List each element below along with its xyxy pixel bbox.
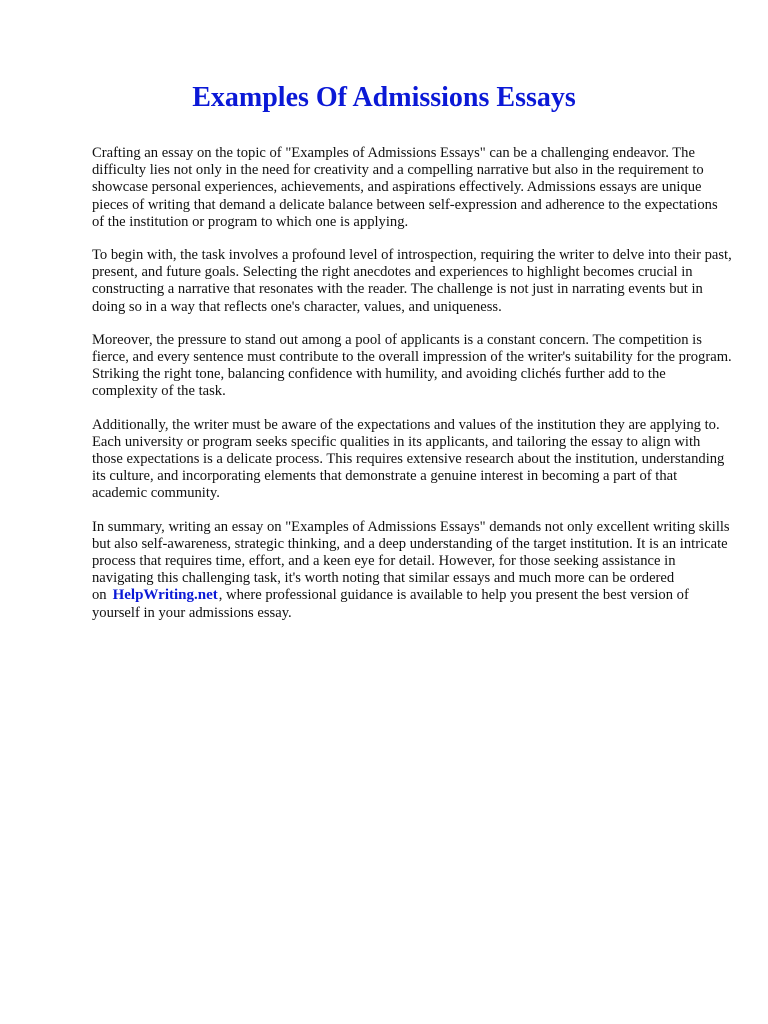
paragraph-5-text-before-link: In summary, writing an essay on "Examples of Admissions Essays" demands not only excellent writing skills but also self-awareness, strategic thinking, and a deep understanding of the target institution. It is an intricate process that requires time, effort, and a keen eye for detail. However, for those seeking assistance in navigating this challenging task, it's worth noting that similar essays and much more can be ordered on xyxy=(92,518,730,604)
paragraph-5 xyxy=(92,519,732,622)
helpwriting-link[interactable]: HelpWriting.net xyxy=(112,587,218,604)
paragraph-4: Additionally, the writer must be aware of the expectations and values of the institution they are applying to. Each university or program seeks specific qualities in its applicants, and tailoring the essay to align with those expectations is a delicate process. This requires extensive research about the institution, understanding its culture, and incorporating elements that demonstrate a genuine interest in becoming a part of that academic community. xyxy=(92,416,725,502)
paragraph-3: Moreover, the pressure to stand out among a pool of applicants is a constant concern. The competition is fierce, and every sentence must contribute to the overall impression of the writer's suitability for the program. Striking the right tone, balancing confidence with humility, and avoiding clichés further add to the complexity of the task. xyxy=(92,331,732,400)
paragraph-2: To begin with, the task involves a profound level of introspection, requiring the writer to delve into their past, present, and future goals. Selecting the right anecdotes and experiences to highlight becomes crucial in constructing a narrative that resonates with the reader. The challenge is not just in narrating events but in doing so in a way that reflects one's character, values, and uniqueness. xyxy=(92,247,732,315)
essay-body xyxy=(92,145,732,638)
page-title: Examples Of Admissions Essays xyxy=(192,82,576,113)
paragraph-5-text-after-link: , where professional guidance is available to help you present the best version of yourself in your admissions essay. xyxy=(92,587,689,621)
paragraph-1: Crafting an essay on the topic of "Examples of Admissions Essays" can be a challenging endeavor. The difficulty lies not only in the need for creativity and a compelling narrative but also in the requirement to showcase personal experiences, achievements, and aspirations effectively. Admissions essays are unique pieces of writing that demand a delicate balance between self-expression and adherence to the expectations of the institution or program to which one is applying. xyxy=(92,145,718,230)
